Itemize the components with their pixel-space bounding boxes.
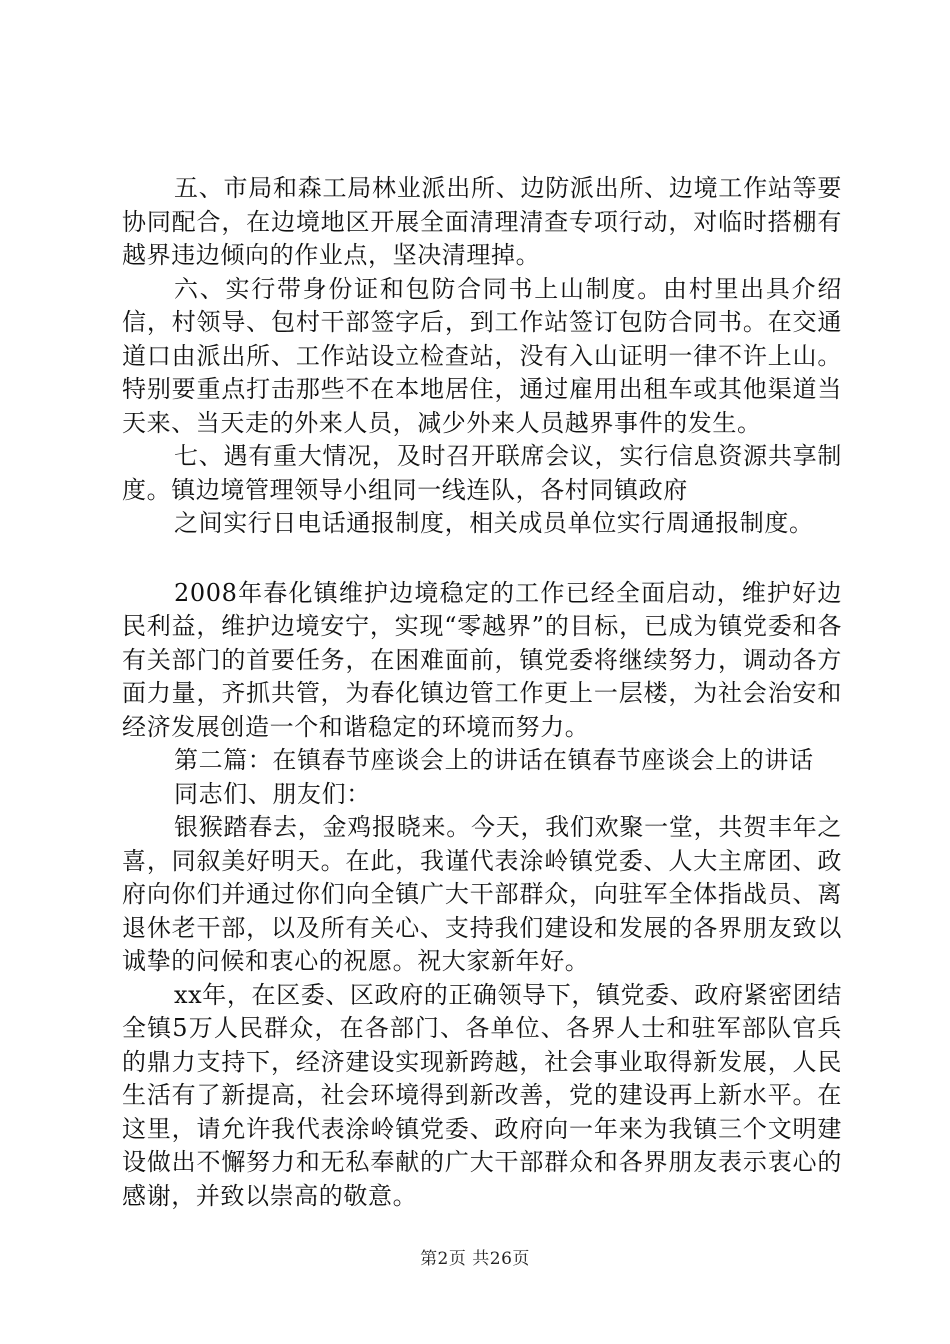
paragraph-greeting: 银猴踏春去，金鸡报晓来。今天，我们欢聚一堂，共贺丰年之喜，同叙美好明天。在此，我谨代表涂岭镇党委、人大主席团、政府向你们并通过你们向全镇广大干部群众，向驻军全体指战员、离退休老干部，以及所有关心、支持我们建设和发展的各界朋友致以诚挚的问候和衷心的祝愿。祝大家新年好。 [122,813,842,975]
document-body [122,172,842,1213]
page-number-footer: 第2页 共26页 [420,1249,530,1269]
paragraph-five: 五、市局和森工局林业派出所、边防派出所、边境工作站等要协同配合，在边境地区开展全面清理清查专项行动，对临时搭棚有越界违边倾向的作业点，坚决清理掉。 [122,174,842,269]
paragraph-summary-2008: 2008年春化镇维护边境稳定的工作已经全面启动，维护好边民利益，维护边境安宁，实现“零越界”的目标，已成为镇党委和各有关部门的首要任务，在困难面前，镇党委将继续努力，调动各方面力量，齐抓共管，为春化镇边管工作更上一层楼，为社会治安和经济发展创造一个和谐稳定的环境而努力。 [122,578,842,741]
paragraph-review: xx年，在区委、区政府的正确领导下，镇党委、政府紧密团结全镇5万人民群众，在各部门、各单位、各界人士和驻军部队官兵的鼎力支持下，经济建设实现新跨越，社会事业取得新发展，人民生活有了新提高，社会环境得到新改善，党的建设再上新水平。在这里，请允许我代表涂岭镇党委、政府向一年来为我镇三个文明建设做出不懈努力和无私奉献的广大干部群众和各界朋友表示衷心的感谢，并致以崇高的敬意。 [122,980,842,1210]
salutation: 同志们、朋友们： [174,779,371,808]
section-heading-second-article: 第二篇：在镇春节座谈会上的讲话在镇春节座谈会上的讲话 [174,746,814,774]
paragraph-gap [122,541,842,577]
paragraph-seven: 七、遇有重大情况，及时召开联席会议，实行信息资源共享制度。镇边境管理领导小组同一线连队，各村同镇政府 [122,442,842,504]
paragraph-seven-continued: 之间实行日电话通报制度，相关成员单位实行周通报制度。 [174,509,814,537]
paragraph-six: 六、实行带身份证和包防合同书上山制度。由村里出具介绍信，村领导、包村干部签字后，到工作站签订包防合同书。在交通道口由派出所、工作站设立检查站，没有入山证明一律不许上山。特别要重点打击那些不在本地居住，通过雇用出租车或其他渠道当天来、当天走的外来人员，减少外来人员越界事件的发生。 [122,274,842,437]
